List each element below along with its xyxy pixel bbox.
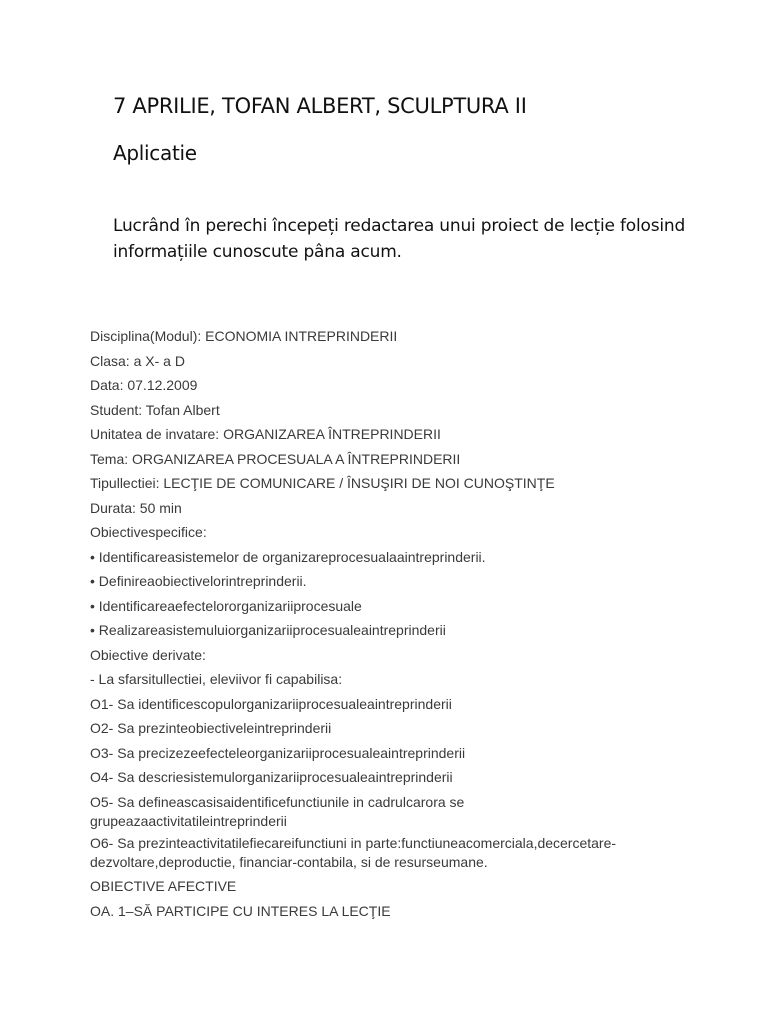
objective-oa1: OA. 1–SĂ PARTICIPE CU INTERES LA LECŢIE [90,902,391,919]
objective-o6 [90,834,690,872]
objective-o1: O1- Sa identificescopulorganizariiprocesualeaintreprinderii [90,695,452,712]
student-line: Student: Tofan Albert [90,401,220,418]
objective-o6-line-1: O6- Sa prezinteactivitatilefiecareifunctiuni in parte:functiuneacomerciala,decercetare- [90,834,617,851]
intro-paragraph [113,213,693,265]
derived-intro-line: - La sfarsitullectiei, eleviivor fi capabilisa: [90,671,343,687]
page-title: 7 APRILIE, TOFAN ALBERT, SCULPTURA II [113,94,527,118]
objective-o2: O2- Sa prezinteobiectiveleintreprinderii [90,720,332,736]
list-item: • Identificareasistemelor de organizareprocesualaaintreprinderii. [90,548,486,565]
intro-line-1: Lucrând în perechi începeți redactarea unui proiect de lecție folosind [113,216,686,236]
date-line: Data: 07.12.2009 [90,377,198,393]
specific-objectives-label: Obiectivespecifice: [90,524,207,540]
lesson-type-line: Tipullectiei: LECŢIE DE COMUNICARE / ÎNSUŞIRI DE NOI CUNOŞTINŢE [90,475,555,491]
objective-o6-line-2: dezvoltare,deproductie, financiar-contabila, si de resurseumane. [90,853,488,870]
duration-line: Durata: 50 min [90,499,182,516]
objective-o5-line-2: grupeazaactivitatileintreprinderii [90,812,287,829]
affective-objectives-label: OBIECTIVE AFECTIVE [90,878,237,894]
list-item: • Realizareasistemuluiorganizariiprocesualeaintreprinderii [90,622,446,638]
unit-line: Unitatea de invatare: ORGANIZAREA ÎNTREPRINDERII [90,426,441,442]
objective-o4: O4- Sa descriesistemulorganizariiprocesualeaintreprinderii [90,769,453,785]
lesson-plan [90,324,690,923]
list-item: • Identificareaefectelororganizariiprocesuale [90,597,362,614]
objective-o5 [90,793,690,831]
derived-objectives-label: Obiective derivate: [90,646,206,663]
objective-o3: O3- Sa precizezeefecteleorganizariiprocesualeaintreprinderii [90,744,466,761]
intro-line-2: informațiile cunoscute pâna acum. [113,242,402,262]
objective-o5-line-1: O5- Sa defineascasisaidentificefunctiunile in cadrulcarora se [90,793,465,810]
discipline-line: Disciplina(Modul): ECONOMIA INTREPRINDERII [90,328,398,344]
page-subtitle: Aplicatie [113,141,197,165]
topic-line: Tema: ORGANIZAREA PROCESUALA A ÎNTREPRINDERII [90,450,461,467]
class-line: Clasa: a X- a D [90,352,185,369]
list-item: • Definireaobiectivelorintreprinderii. [90,573,307,589]
